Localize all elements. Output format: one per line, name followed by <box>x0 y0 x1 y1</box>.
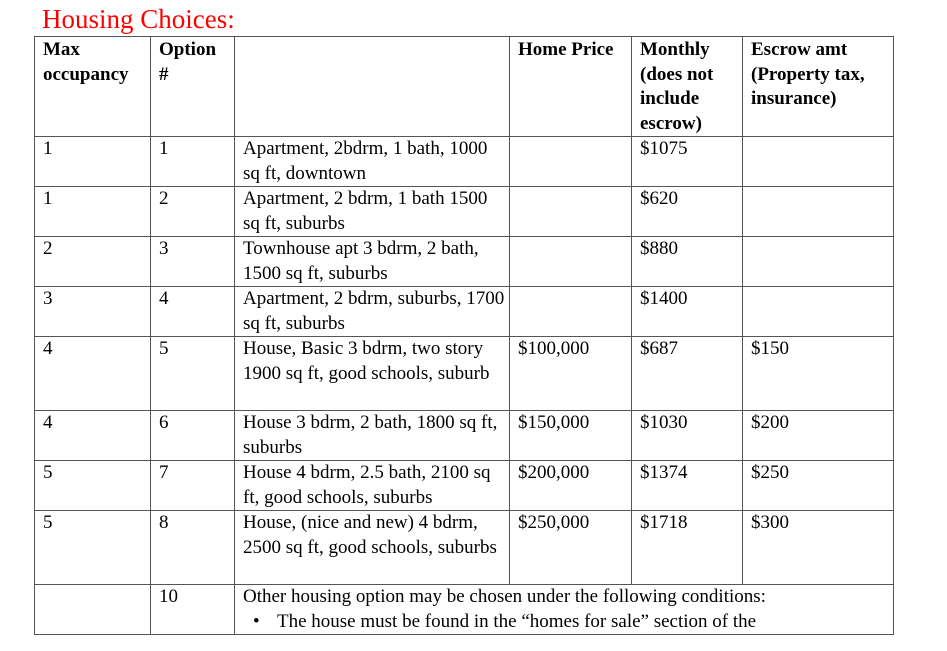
other-option-conditions-text: Other housing option may be chosen under the following conditions: <box>243 586 766 607</box>
home-price-cell: $250,000 <box>510 511 632 585</box>
escrow-cell: $250 <box>743 461 894 511</box>
max-occupancy-cell: 3 <box>35 287 151 337</box>
table-row <box>35 187 894 237</box>
option-cell: 5 <box>151 337 235 411</box>
option-cell: 3 <box>151 237 235 287</box>
escrow-cell <box>743 187 894 237</box>
max-occupancy-cell: 2 <box>35 237 151 287</box>
header-max-occupancy: Max occupancy <box>35 37 151 137</box>
option-cell: 1 <box>151 137 235 187</box>
max-occupancy-cell: 1 <box>35 137 151 187</box>
option-cell: 7 <box>151 461 235 511</box>
description-cell: Apartment, 2 bdrm, 1 bath 1500 sq ft, suburbs <box>235 187 510 237</box>
table-row <box>35 461 894 511</box>
description-cell: House 4 bdrm, 2.5 bath, 2100 sq ft, good schools, suburbs <box>235 461 510 511</box>
housing-choices-table <box>34 36 894 635</box>
max-occupancy-cell <box>35 585 151 635</box>
monthly-cell: $880 <box>632 237 743 287</box>
header-home-price: Home Price <box>510 37 632 137</box>
monthly-cell: $1718 <box>632 511 743 585</box>
header-monthly: Monthly (does not include escrow) <box>632 37 743 137</box>
description-cell: Apartment, 2 bdrm, suburbs, 1700 sq ft, suburbs <box>235 287 510 337</box>
home-price-cell <box>510 137 632 187</box>
monthly-cell: $620 <box>632 187 743 237</box>
option-cell: 10 <box>151 585 235 635</box>
home-price-cell <box>510 287 632 337</box>
max-occupancy-cell: 5 <box>35 461 151 511</box>
table-row <box>35 511 894 585</box>
table-row <box>35 137 894 187</box>
option-cell: 8 <box>151 511 235 585</box>
max-occupancy-cell: 1 <box>35 187 151 237</box>
table-row <box>35 287 894 337</box>
max-occupancy-cell: 4 <box>35 411 151 461</box>
escrow-cell <box>743 237 894 287</box>
escrow-cell: $200 <box>743 411 894 461</box>
home-price-cell: $200,000 <box>510 461 632 511</box>
header-row <box>35 37 894 137</box>
header-escrow: Escrow amt (Property tax, insurance) <box>743 37 894 137</box>
monthly-cell: $1400 <box>632 287 743 337</box>
page-title: Housing Choices: <box>42 4 235 34</box>
bullet-icon: • <box>253 610 260 632</box>
description-cell: Townhouse apt 3 bdrm, 2 bath, 1500 sq ft, suburbs <box>235 237 510 287</box>
header-option: Option # <box>151 37 235 137</box>
home-price-cell: $100,000 <box>510 337 632 411</box>
table-row <box>35 411 894 461</box>
monthly-cell: $1030 <box>632 411 743 461</box>
table-row <box>35 237 894 287</box>
escrow-cell <box>743 287 894 337</box>
home-price-cell: $150,000 <box>510 411 632 461</box>
max-occupancy-cell: 4 <box>35 337 151 411</box>
table-row <box>35 337 894 411</box>
condition-text: The house must be found in the “homes for sale” section of the <box>277 610 757 632</box>
escrow-cell: $300 <box>743 511 894 585</box>
monthly-cell: $1374 <box>632 461 743 511</box>
description-cell: House, (nice and new) 4 bdrm, 2500 sq ft, good schools, suburbs <box>235 511 510 585</box>
home-price-cell <box>510 237 632 287</box>
option-cell: 6 <box>151 411 235 461</box>
option-cell: 2 <box>151 187 235 237</box>
description-cell: House, Basic 3 bdrm, two story 1900 sq ft, good schools, suburb <box>235 337 510 411</box>
monthly-cell: $1075 <box>632 137 743 187</box>
escrow-cell <box>743 137 894 187</box>
monthly-cell: $687 <box>632 337 743 411</box>
option-cell: 4 <box>151 287 235 337</box>
condition-list-item <box>243 610 889 635</box>
header-description <box>235 37 510 137</box>
max-occupancy-cell: 5 <box>35 511 151 585</box>
home-price-cell <box>510 187 632 237</box>
escrow-cell: $150 <box>743 337 894 411</box>
other-option-description-cell <box>235 585 894 635</box>
description-cell: House 3 bdrm, 2 bath, 1800 sq ft, suburbs <box>235 411 510 461</box>
description-cell: Apartment, 2bdrm, 1 bath, 1000 sq ft, downtown <box>235 137 510 187</box>
table-row-other-option <box>35 585 894 635</box>
